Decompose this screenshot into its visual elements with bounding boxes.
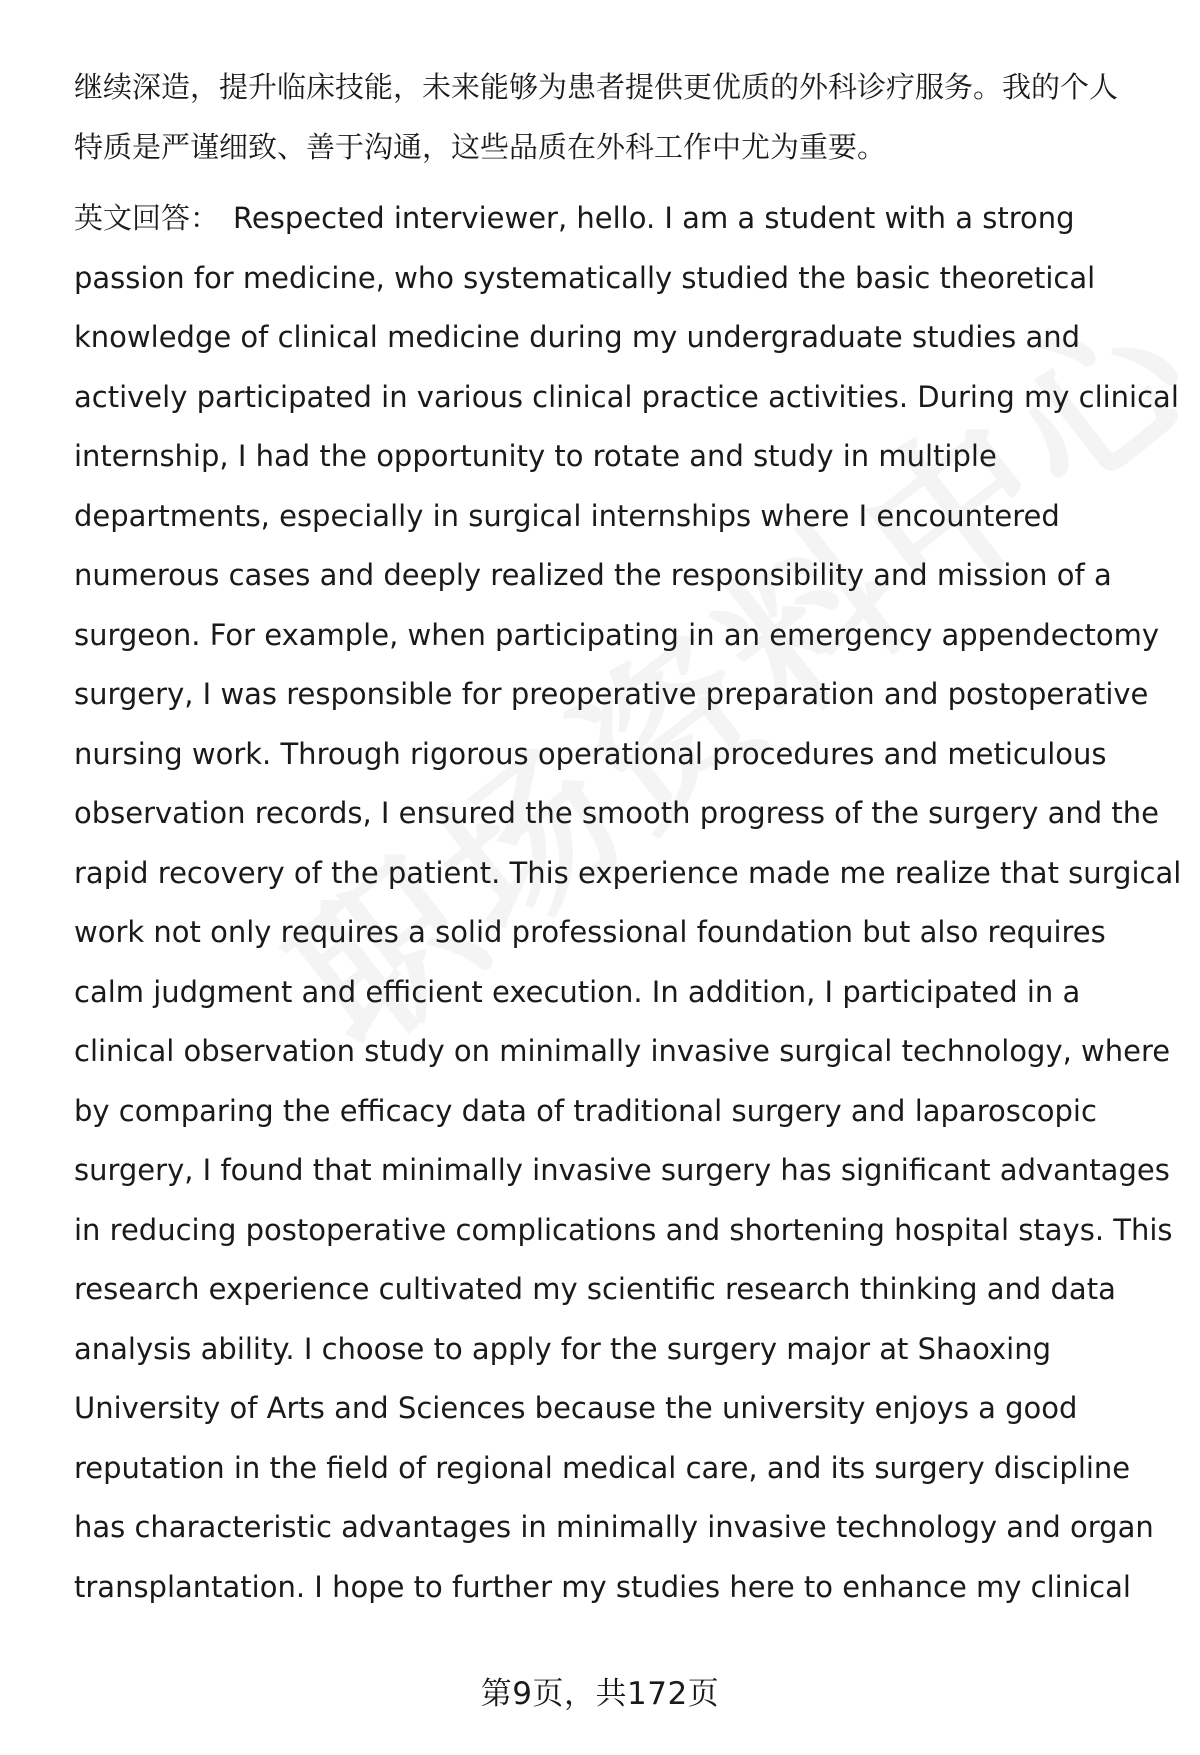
page-content [74, 58, 1182, 1617]
text-line: reputation in the field of regional medical care, and its surgery discipline [74, 1450, 1131, 1485]
text-line [74, 189, 1154, 249]
text-line: surgeon. For example, when participating in an emergency appendectomy [74, 617, 1160, 652]
text-line: internship, I had the opportunity to rotate and study in multiple [74, 439, 997, 473]
text-line: work not only requires a solid professional foundation but also requires [74, 915, 1106, 949]
text-line: has characteristic advantages in minimally invasive technology and organ [74, 1510, 1154, 1544]
text-line: University of Arts and Sciences because the university enjoys a good [74, 1391, 1078, 1425]
text-line: observation records, I ensured the smooth progress of the surgery and the [74, 796, 1159, 830]
text-line: surgery, I found that minimally invasive surgery has significant advantages [74, 1153, 1170, 1187]
text-line: numerous cases and deeply realized the responsibility and mission of a [74, 558, 1112, 592]
text-line: rapid recovery of the patient. This experience made me realize that surgical [74, 855, 1182, 890]
text-line: in reducing postoperative complications and shortening hospital stays. This [74, 1212, 1173, 1247]
text-line: transplantation. I hope to further my studies here to enhance my clinical [74, 1569, 1131, 1604]
answer-label: 英文回答： [74, 201, 220, 235]
text-line-content: Respected interviewer, hello. I am a student with a strong [233, 201, 1075, 235]
chinese-paragraph [74, 58, 1154, 177]
text-line: knowledge of clinical medicine during my undergraduate studies and [74, 320, 1081, 354]
text-line: research experience cultivated my scientific research thinking and data [74, 1272, 1116, 1306]
text-line: passion for medicine, who systematically studied the basic theoretical [74, 260, 1096, 295]
text-line: actively participated in various clinical practice activities. During my clinical [74, 379, 1179, 414]
text-line: clinical observation study on minimally invasive surgical technology, where [74, 1034, 1171, 1068]
text-line: calm judgment and efficient execution. In addition, I participated in a [74, 974, 1081, 1009]
text-line: 特质是严谨细致、善于沟通，这些品质在外科工作中尤为重要。 [74, 129, 887, 164]
english-answer-paragraph [74, 189, 1182, 1617]
text-line: analysis ability. I choose to apply for the surgery major at Shaoxing [74, 1331, 1052, 1366]
text-line: by comparing the efficacy data of traditional surgery and laparoscopic [74, 1093, 1097, 1128]
text-line: 继续深造，提升临床技能，未来能够为患者提供更优质的外科诊疗服务。我的个人 [74, 70, 1119, 104]
text-line: departments, especially in surgical internships where I encountered [74, 498, 1060, 533]
text-line: surgery, I was responsible for preoperative preparation and postoperative [74, 677, 1149, 711]
page-number-footer: 第9页，共172页 [480, 1676, 720, 1712]
text-line: nursing work. Through rigorous operational procedures and meticulous [74, 736, 1107, 771]
